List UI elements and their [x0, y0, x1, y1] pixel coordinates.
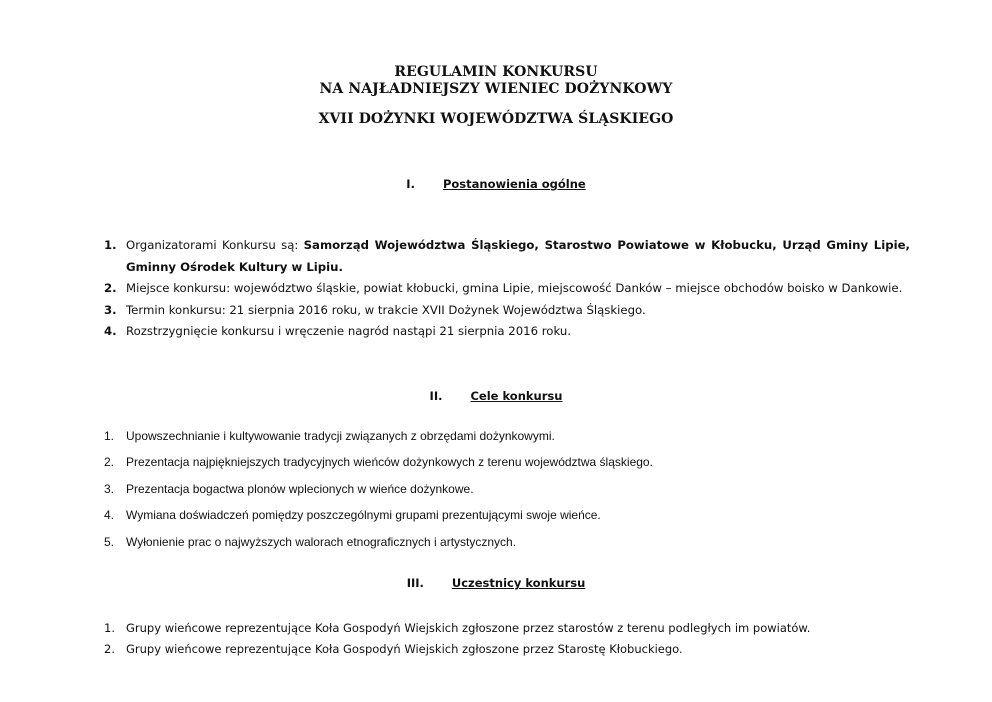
- list-item-number: 1.: [104, 238, 117, 252]
- list-item: [104, 639, 910, 660]
- list-item-text: Grupy wieńcowe reprezentujące Koła Gospodyń Wiejskich zgłoszone przez Starostę Kłobuckiego.: [126, 642, 683, 656]
- list-item-text: Wymiana doświadczeń pomiędzy poszczególnymi grupami prezentującymi swoje wieńce.: [126, 508, 601, 523]
- section-heading-3: [0, 576, 992, 590]
- list-item-number: 1.: [104, 621, 115, 635]
- list-item: [104, 278, 910, 300]
- section-title: Postanowienia ogólne: [442, 177, 586, 191]
- list-item-number: 3.: [104, 302, 117, 317]
- list-item-number: 2.: [104, 642, 115, 656]
- section-2-list: [104, 428, 910, 560]
- list-item-text: Termin konkursu: 21 sierpnia 2016 roku, w trakcie XVII Dożynek Województwa Śląskiego.: [126, 302, 646, 317]
- section-number: II.: [429, 389, 443, 403]
- document-title-line-1: REGULAMIN KONKURSU: [394, 64, 598, 80]
- list-item-number: 3.: [104, 481, 115, 496]
- list-item-number: 1.: [104, 429, 115, 443]
- section-heading-1: [0, 177, 992, 191]
- list-item-number: 5.: [104, 534, 115, 549]
- section-1-list: [104, 235, 910, 343]
- list-item: [104, 454, 910, 470]
- list-item-text: Organizatorami Konkursu są:: [126, 238, 304, 252]
- list-item-number: 4.: [104, 324, 117, 338]
- section-number: III.: [406, 576, 424, 590]
- list-item-number: 2.: [104, 281, 117, 295]
- list-item-number: 4.: [104, 508, 115, 523]
- list-item-text: Upowszechnianie i kultywowanie tradycji związanych z obrzędami dożynkowymi.: [126, 429, 555, 443]
- section-3-list: [104, 618, 910, 660]
- list-item: [104, 534, 910, 550]
- document-title-line-2: NA NAJŁADNIEJSZY WIENIEC DOŻYNKOWY: [319, 81, 673, 97]
- list-item: [104, 300, 910, 322]
- list-item-text: Prezentacja bogactwa plonów wplecionych w wieńce dożynkowe.: [126, 481, 474, 496]
- list-item: [104, 428, 910, 444]
- list-item-bold-text: Samorząd Województwa Śląskiego, Starostwo Powiatowe w Kłobucku, Urząd Gminy Lipie, Gminny Ośrodek Kultury w Lipiu.: [126, 238, 910, 274]
- section-number: I.: [406, 177, 415, 191]
- document-title-line-3: XVII DOŻYNKI WOJEWÓDZTWA ŚLĄSKIEGO: [318, 111, 674, 127]
- section-heading-2: [0, 389, 992, 403]
- list-item: [104, 507, 910, 523]
- list-item: [104, 618, 910, 639]
- list-item-text: Wyłonienie prac o najwyższych walorach etnograficznych i artystycznych.: [126, 534, 517, 549]
- list-item-text: Rozstrzygnięcie konkursu i wręczenie nagród nastąpi 21 sierpnia 2016 roku.: [126, 324, 571, 338]
- section-title: Cele konkursu: [470, 389, 563, 403]
- section-title: Uczestnicy konkursu: [451, 576, 586, 590]
- list-item-number: 2.: [104, 455, 115, 470]
- list-item-text: Miejsce konkursu: województwo śląskie, powiat kłobucki, gmina Lipie, miejscowość Danków – miejsce obchodów boisko w Dankowie.: [126, 281, 903, 295]
- list-item: [104, 321, 910, 343]
- list-item-text: Prezentacja najpiękniejszych tradycyjnych wieńców dożynkowych z terenu województwa śląskiego.: [126, 455, 653, 470]
- list-item-text: Grupy wieńcowe reprezentujące Koła Gospodyń Wiejskich zgłoszone przez starostów z terenu podległych im powiatów.: [126, 621, 811, 635]
- list-item: [104, 481, 910, 497]
- list-item: [104, 235, 910, 278]
